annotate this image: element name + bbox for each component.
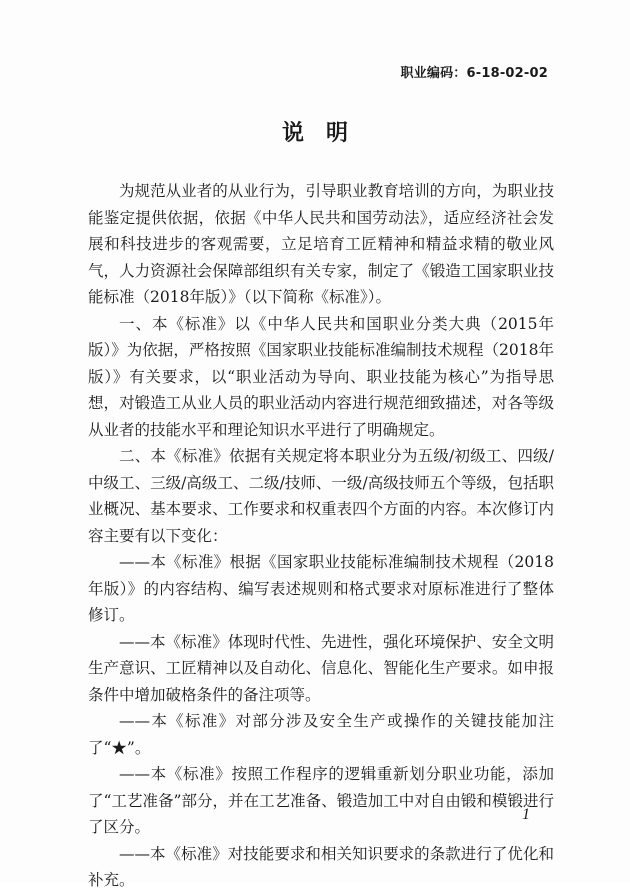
paragraph-section-2: 二、本《标准》依据有关规定将本职业分为五级/初级工、四级/中级工、三级/高级工、二级/技师、一级/高级技师五个等级，包括职业概况、基本要求、工作要求和权重表四个方面的内容。本次修订内容主要有以下变化： xyxy=(88,447,554,545)
page-number: 1 xyxy=(522,806,530,823)
paragraph-intro: 为规范从业者的从业行为，引导职业教育培训的方向，为职业技能鉴定提供依据，依据《中华人民共和国劳动法》，适应经济社会发展和科技进步的客观需要，立足培育工匠精神和精益求精的敬业风气，人力资源社会保障部组织有关专家，制定了《锻造工国家职业技能标准（2018年版）》（以下简称《标准》）。 xyxy=(88,182,554,306)
document-body xyxy=(88,178,554,894)
paragraph-change-4: ——本《标准》按照工作程序的逻辑重新划分职业功能，添加了“工艺准备”部分，并在工艺准备、锻造加工中对自由锻和模锻进行了区分。 xyxy=(88,765,554,836)
paragraph-change-5: ——本《标准》对技能要求和相关知识要求的条款进行了优化和补充。 xyxy=(88,844,554,889)
paragraph-change-2: ——本《标准》体现时代性、先进性，强化环境保护、安全文明生产意识、工匠精神以及自动化、信息化、智能化生产要求。如申报条件中增加破格条件的备注项等。 xyxy=(88,632,554,704)
occupation-code: 职业编码：6-18-02-02 xyxy=(400,66,548,81)
paragraph-section-1: 一、本《标准》以《中华人民共和国职业分类大典（2015年版）》为依据，严格按照《国家职业技能标准编制技术规程（2018年版）》有关要求，以“职业活动为导向、职业技能为核心”为指导思想，对锻造工从业人员的职业活动内容进行规范细致描述，对各等级从业者的技能水平和理论知识水平进行了明确规定。 xyxy=(88,314,554,439)
paragraph-change-1: ——本《标准》根据《国家职业技能标准编制技术规程（2018年版）》的内容结构、编写表述规则和格式要求对原标准进行了整体修订。 xyxy=(88,553,554,624)
page-title: 说明 xyxy=(281,121,370,146)
paragraph-change-3: ——本《标准》对部分涉及安全生产或操作的关键技能加注了“★”。 xyxy=(88,712,554,757)
